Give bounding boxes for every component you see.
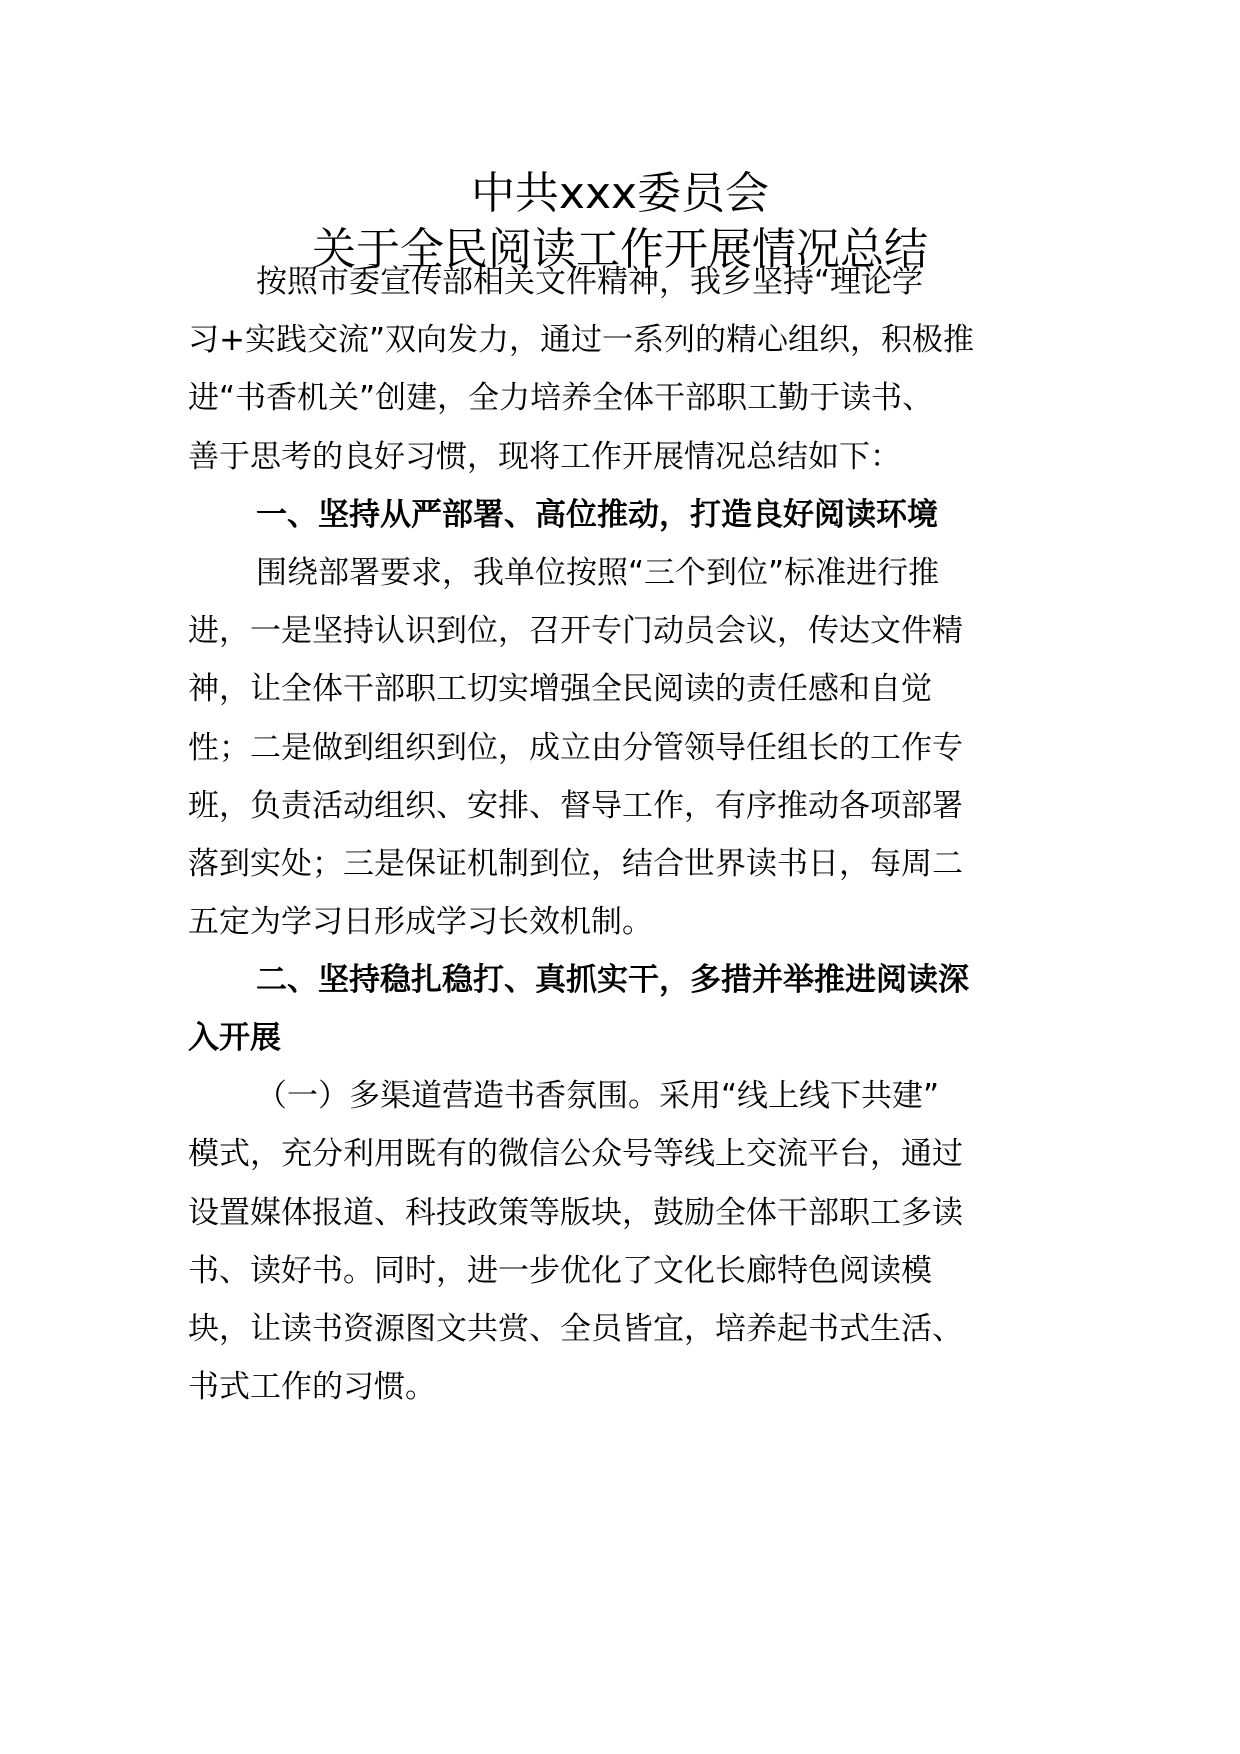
paragraph-line: 设置媒体报道、科技政策等版块，鼓励全体干部职工多读 [188,1195,963,1231]
paragraph-line: 块，让读书资源图文共赏、全员皆宜，培养起书式生活、 [188,1311,963,1347]
paragraph-line: 善于思考的良好习惯，现将工作开展情况总结如下： [188,439,901,475]
paragraph-line: 神，让全体干部职工切实增强全民阅读的责任感和自觉 [188,671,932,707]
paragraph-line: 书式工作的习惯。 [188,1369,436,1405]
paragraph-line: 落到实处；三是保证机制到位，结合世界读书日，每周二 [188,846,963,882]
paragraph-line: 按照市委宣传部相关文件精神，我乡坚持“理论学 [256,264,924,300]
paragraph-line: （一）多渠道营造书香氛围。采用“线上线下共建” [256,1078,940,1114]
paragraph-line: 进“书香机关”创建，全力培养全体干部职工勤于读书、 [188,380,934,416]
paragraph-line: 班，负责活动组织、安排、督导工作，有序推动各项部署 [188,788,963,824]
paragraph-line: 性；二是做到组织到位，成立由分管领导任组长的工作专 [188,730,963,766]
paragraph-line: 习+实践交流”双向发力，通过一系列的精心组织，积极推 [188,322,975,358]
paragraph-line: 五定为学习日形成学习长效机制。 [188,904,653,940]
section-heading-1: 一、坚持从严部署、高位推动，打造良好阅读环境 [256,497,938,533]
paragraph-line: 围绕部署要求，我单位按照“三个到位”标准进行推 [256,555,940,591]
section-heading-2-cont: 入开展 [188,1020,281,1056]
paragraph-line: 模式，充分利用既有的微信公众号等线上交流平台，通过 [188,1136,963,1172]
section-heading-2: 二、坚持稳扎稳打、真抓实干，多措并举推进阅读深 [256,962,969,998]
paragraph-line: 进，一是坚持认识到位，召开专门动员会议，传达文件精 [188,613,963,649]
document-title-line-2: 关于全民阅读工作开展情况总结 [312,224,928,275]
paragraph-line: 书、读好书。同时，进一步优化了文化长廊特色阅读模 [188,1253,932,1289]
document-title-line-1: 中共xxx委员会 [470,168,770,219]
